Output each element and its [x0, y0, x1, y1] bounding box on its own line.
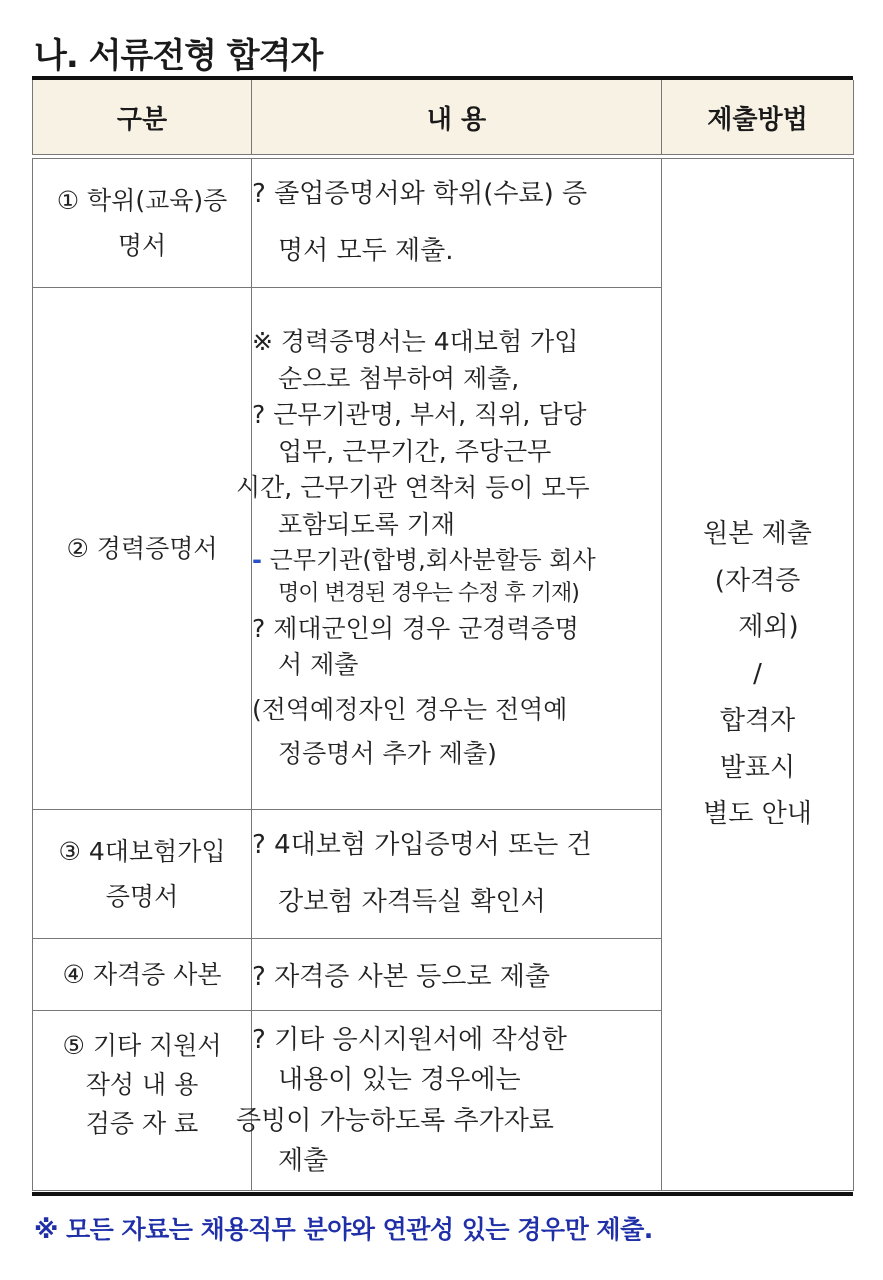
content-line: 명서 모두 제출.: [278, 236, 454, 266]
header-method: 제출방법: [662, 80, 854, 155]
content-line: ? 근무기관명, 부서, 직위, 담당: [252, 400, 587, 430]
content-line: 내용이 있는 경우에는: [278, 1065, 521, 1096]
category-line: ④ 자격증 사본: [62, 960, 222, 989]
content-line: 업무, 근무기간, 주당근무: [278, 436, 552, 466]
content-line: 서 제출: [278, 650, 359, 680]
category-line: ① 학위(교육)증: [56, 186, 228, 215]
category-line: 검증 자 료: [85, 1108, 199, 1138]
content-line: (전역예정자인 경우는 전역예: [252, 694, 568, 724]
row-category: [33, 159, 252, 288]
content-line: [252, 543, 661, 578]
dash-bullet: -: [252, 546, 262, 575]
content-line: 순으로 첨부하여 제출,: [278, 363, 520, 393]
category-line: 증명서: [105, 882, 179, 911]
row-category: [33, 939, 252, 1011]
method-line: /: [753, 659, 762, 690]
method-line: (자격증: [714, 565, 801, 596]
submission-method: [662, 159, 854, 1191]
row-content: [252, 810, 662, 939]
section-title: 나. 서류전형 합격자: [34, 36, 323, 76]
method-line: 합격자: [719, 705, 796, 736]
row-category: [33, 1011, 252, 1191]
method-line: 제외): [738, 612, 799, 643]
content-line: 증빙이 가능하도록 추가자료: [236, 1105, 554, 1136]
row-content: [236, 288, 662, 810]
content-line: ? 제대군인의 경우 군경력증명: [252, 613, 579, 643]
table-header-row: [33, 80, 854, 155]
row-category: [33, 810, 252, 939]
category-line: 명서: [117, 231, 167, 260]
content-line: 강보험 자격득실 확인서: [278, 887, 546, 917]
table-row: [33, 159, 854, 288]
row-category: [33, 288, 252, 810]
category-line: 작성 내 용: [85, 1069, 199, 1099]
content-line: ※ 경력증명서는 4대보험 가입: [252, 327, 579, 357]
content-line: 정증명서 추가 제출): [278, 739, 497, 769]
row-content: [252, 159, 662, 288]
category-line: ② 경력증명서: [66, 534, 218, 563]
document-table: [32, 80, 854, 1191]
category-line: ⑤ 기타 지원서: [62, 1031, 222, 1060]
footnote: ※ 모든 자료는 채용직무 분야와 연관성 있는 경우만 제출.: [34, 1215, 653, 1244]
content-line: 명이 변경된 경우는 수정 후 기재): [278, 581, 579, 607]
method-line: 별도 안내: [703, 799, 812, 830]
header-content: 내 용: [252, 80, 662, 155]
content-line: ? 졸업증명서와 학위(수료) 증: [252, 178, 588, 209]
category-line: ③ 4대보험가입: [58, 837, 226, 866]
content-line: ? 4대보험 가입증명서 또는 건: [252, 829, 592, 860]
row-content: [252, 939, 662, 1011]
method-line: 원본 제출: [703, 518, 812, 549]
content-line: ? 자격증 사본 등으로 제출: [252, 962, 551, 992]
row-content: [236, 1011, 662, 1191]
content-line: ? 기타 응시지원서에 작성한: [252, 1024, 567, 1055]
content-text: 근무기관(합병,회사분할등 회사: [269, 546, 596, 575]
method-line: 발표시: [719, 752, 796, 783]
content-line: 포함되도록 기재: [278, 509, 455, 539]
table-bottom-rule: [32, 1192, 853, 1196]
content-line: 제출: [278, 1145, 329, 1176]
header-category: 구분: [33, 80, 252, 155]
content-line: 시간, 근무기관 연착처 등이 모두: [236, 473, 590, 503]
